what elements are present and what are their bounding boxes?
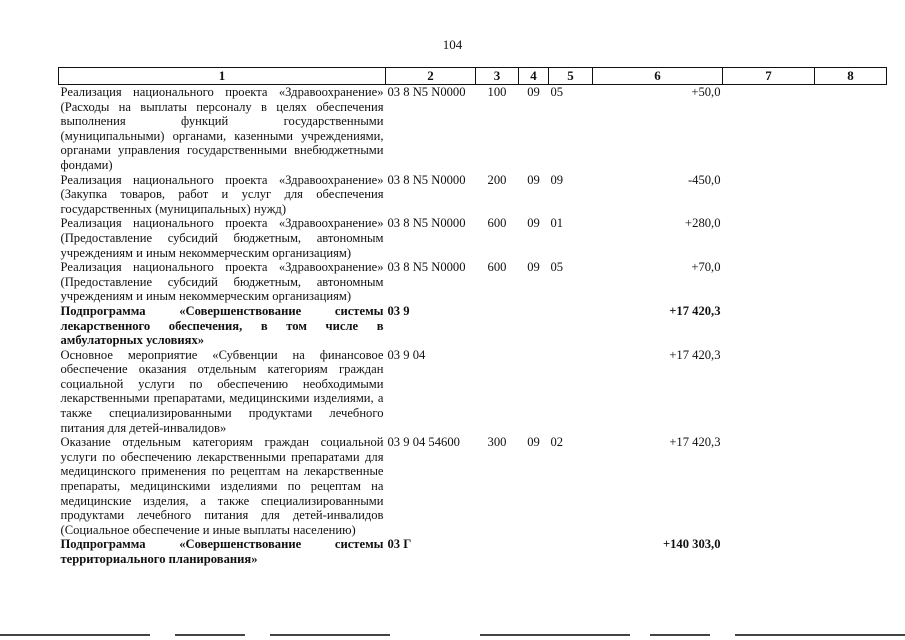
row-code: 03 8 N5 N0000 xyxy=(387,216,466,231)
row-name: Реализация национального проекта «Здравоохранение» (Предоставление субсидий бюджетным, автономным учреждениям и иным некоммерческим организациям) xyxy=(60,216,384,260)
row-col-8 xyxy=(815,85,887,173)
row-expense-type xyxy=(476,348,519,436)
row-subsection: 05 xyxy=(550,260,564,275)
scan-edge-rule xyxy=(735,634,905,636)
row-code: 03 9 xyxy=(387,303,410,318)
header-col-2: 2 xyxy=(386,68,476,85)
row-name: Реализация национального проекта «Здравоохранение» (Предоставление субсидий бюджетным, автономным учреждениям и иным некоммерческим организациям) xyxy=(60,260,384,304)
row-amount: +17 420,3 xyxy=(669,435,721,450)
row-amount: +140 303,0 xyxy=(662,537,721,552)
header-col-3: 3 xyxy=(476,68,519,85)
row-amount: +70,0 xyxy=(691,260,721,275)
scan-edge-rule xyxy=(650,634,710,636)
table-row xyxy=(59,260,887,304)
row-name: Подпрограмма «Совершенствование системы территориального планирования» xyxy=(60,537,384,566)
row-section: 09 xyxy=(527,435,540,450)
row-name: Реализация национального проекта «Здравоохранение» (Расходы на выплаты персоналу в целях обеспечения выполнения функций государственными (муниципальными) органами, казенными учреждениями, органами управления государственными внебюджетными фондами) xyxy=(60,85,384,172)
row-section: 09 xyxy=(527,172,540,187)
row-subsection xyxy=(549,348,593,436)
table-header-row xyxy=(59,68,887,85)
header-col-7: 7 xyxy=(723,68,815,85)
row-expense-type: 300 xyxy=(487,435,507,450)
table-row xyxy=(59,216,887,260)
row-code: 03 9 04 54600 xyxy=(387,435,460,450)
page-number: 104 xyxy=(442,37,463,52)
scan-edge-rule xyxy=(0,634,150,636)
row-expense-type xyxy=(476,537,519,566)
row-col-7 xyxy=(723,173,815,217)
row-subsection: 05 xyxy=(550,85,564,99)
row-section xyxy=(519,348,549,436)
row-section: 09 xyxy=(527,85,540,99)
row-col-7 xyxy=(723,216,815,260)
header-col-8: 8 xyxy=(815,68,887,85)
table-row-subprogram xyxy=(59,537,887,566)
row-section: 09 xyxy=(527,216,540,231)
scan-edge-rule xyxy=(175,634,245,636)
row-code: 03 8 N5 N0000 xyxy=(387,85,466,99)
table-row xyxy=(59,85,887,173)
row-subsection: 02 xyxy=(550,435,564,450)
scan-edge-rule xyxy=(270,634,390,636)
row-col-7 xyxy=(723,260,815,304)
row-col-7 xyxy=(723,85,815,173)
table-row xyxy=(59,435,887,537)
row-name: Оказание отдельным категориям граждан социальной услуги по обеспечению лекарственными препаратами для медицинского применения по рецептам на лекарственные препараты, медицинскими изделиями по рецептам на медицинские изделия, а также специализированными продуктами лечебного питания для детей-инвалидов (Социальное обеспечение и иные выплаты населению) xyxy=(60,435,384,537)
header-col-1: 1 xyxy=(59,68,386,85)
row-amount: +17 420,3 xyxy=(669,303,721,318)
table-row-subprogram xyxy=(59,304,887,348)
row-subsection: 01 xyxy=(550,216,564,231)
row-subsection xyxy=(549,304,593,348)
row-amount: +50,0 xyxy=(691,85,721,99)
row-col-7 xyxy=(723,537,815,566)
row-col-8 xyxy=(815,173,887,217)
row-amount: +17 420,3 xyxy=(669,347,721,362)
header-col-5: 5 xyxy=(549,68,593,85)
row-col-8 xyxy=(815,260,887,304)
row-section xyxy=(519,304,549,348)
row-code: 03 8 N5 N0000 xyxy=(387,260,466,275)
row-col-7 xyxy=(723,435,815,537)
row-amount: -450,0 xyxy=(687,172,721,187)
row-expense-type: 600 xyxy=(487,216,507,231)
row-col-7 xyxy=(723,304,815,348)
row-col-8 xyxy=(815,537,887,566)
row-name: Подпрограмма «Совершенствование системы лекарственного обеспечения, в том числе в амбулаторных условиях» xyxy=(60,303,384,348)
row-col-8 xyxy=(815,348,887,436)
row-subsection: 09 xyxy=(550,172,564,187)
row-col-8 xyxy=(815,216,887,260)
row-section: 09 xyxy=(527,260,540,275)
row-name: Основное мероприятие «Субвенции на финансовое обеспечение оказания отдельным категориям граждан социальной услуги по обеспечению необходимыми лекарственными препаратами, медицинскими изделиями, а также специализированными продуктами лечебного питания для детей-инвалидов» xyxy=(60,347,384,435)
row-expense-type: 200 xyxy=(487,172,507,187)
header-col-6: 6 xyxy=(593,68,723,85)
row-code: 03 Г xyxy=(387,537,412,552)
row-amount: +280,0 xyxy=(685,216,721,231)
row-col-8 xyxy=(815,304,887,348)
row-subsection xyxy=(549,537,593,566)
budget-table xyxy=(58,67,887,567)
row-expense-type xyxy=(476,304,519,348)
row-code: 03 9 04 xyxy=(387,347,426,362)
row-section xyxy=(519,537,549,566)
scan-edge-rule xyxy=(480,634,630,636)
row-col-7 xyxy=(723,348,815,436)
table-row xyxy=(59,348,887,436)
row-code: 03 8 N5 N0000 xyxy=(387,172,466,187)
row-name: Реализация национального проекта «Здравоохранение» (Закупка товаров, работ и услуг для обеспечения государственных (муниципальных) нужд) xyxy=(60,172,384,216)
row-col-8 xyxy=(815,435,887,537)
header-col-4: 4 xyxy=(519,68,549,85)
row-expense-type: 600 xyxy=(487,260,507,275)
table-row xyxy=(59,173,887,217)
row-expense-type: 100 xyxy=(487,85,507,99)
